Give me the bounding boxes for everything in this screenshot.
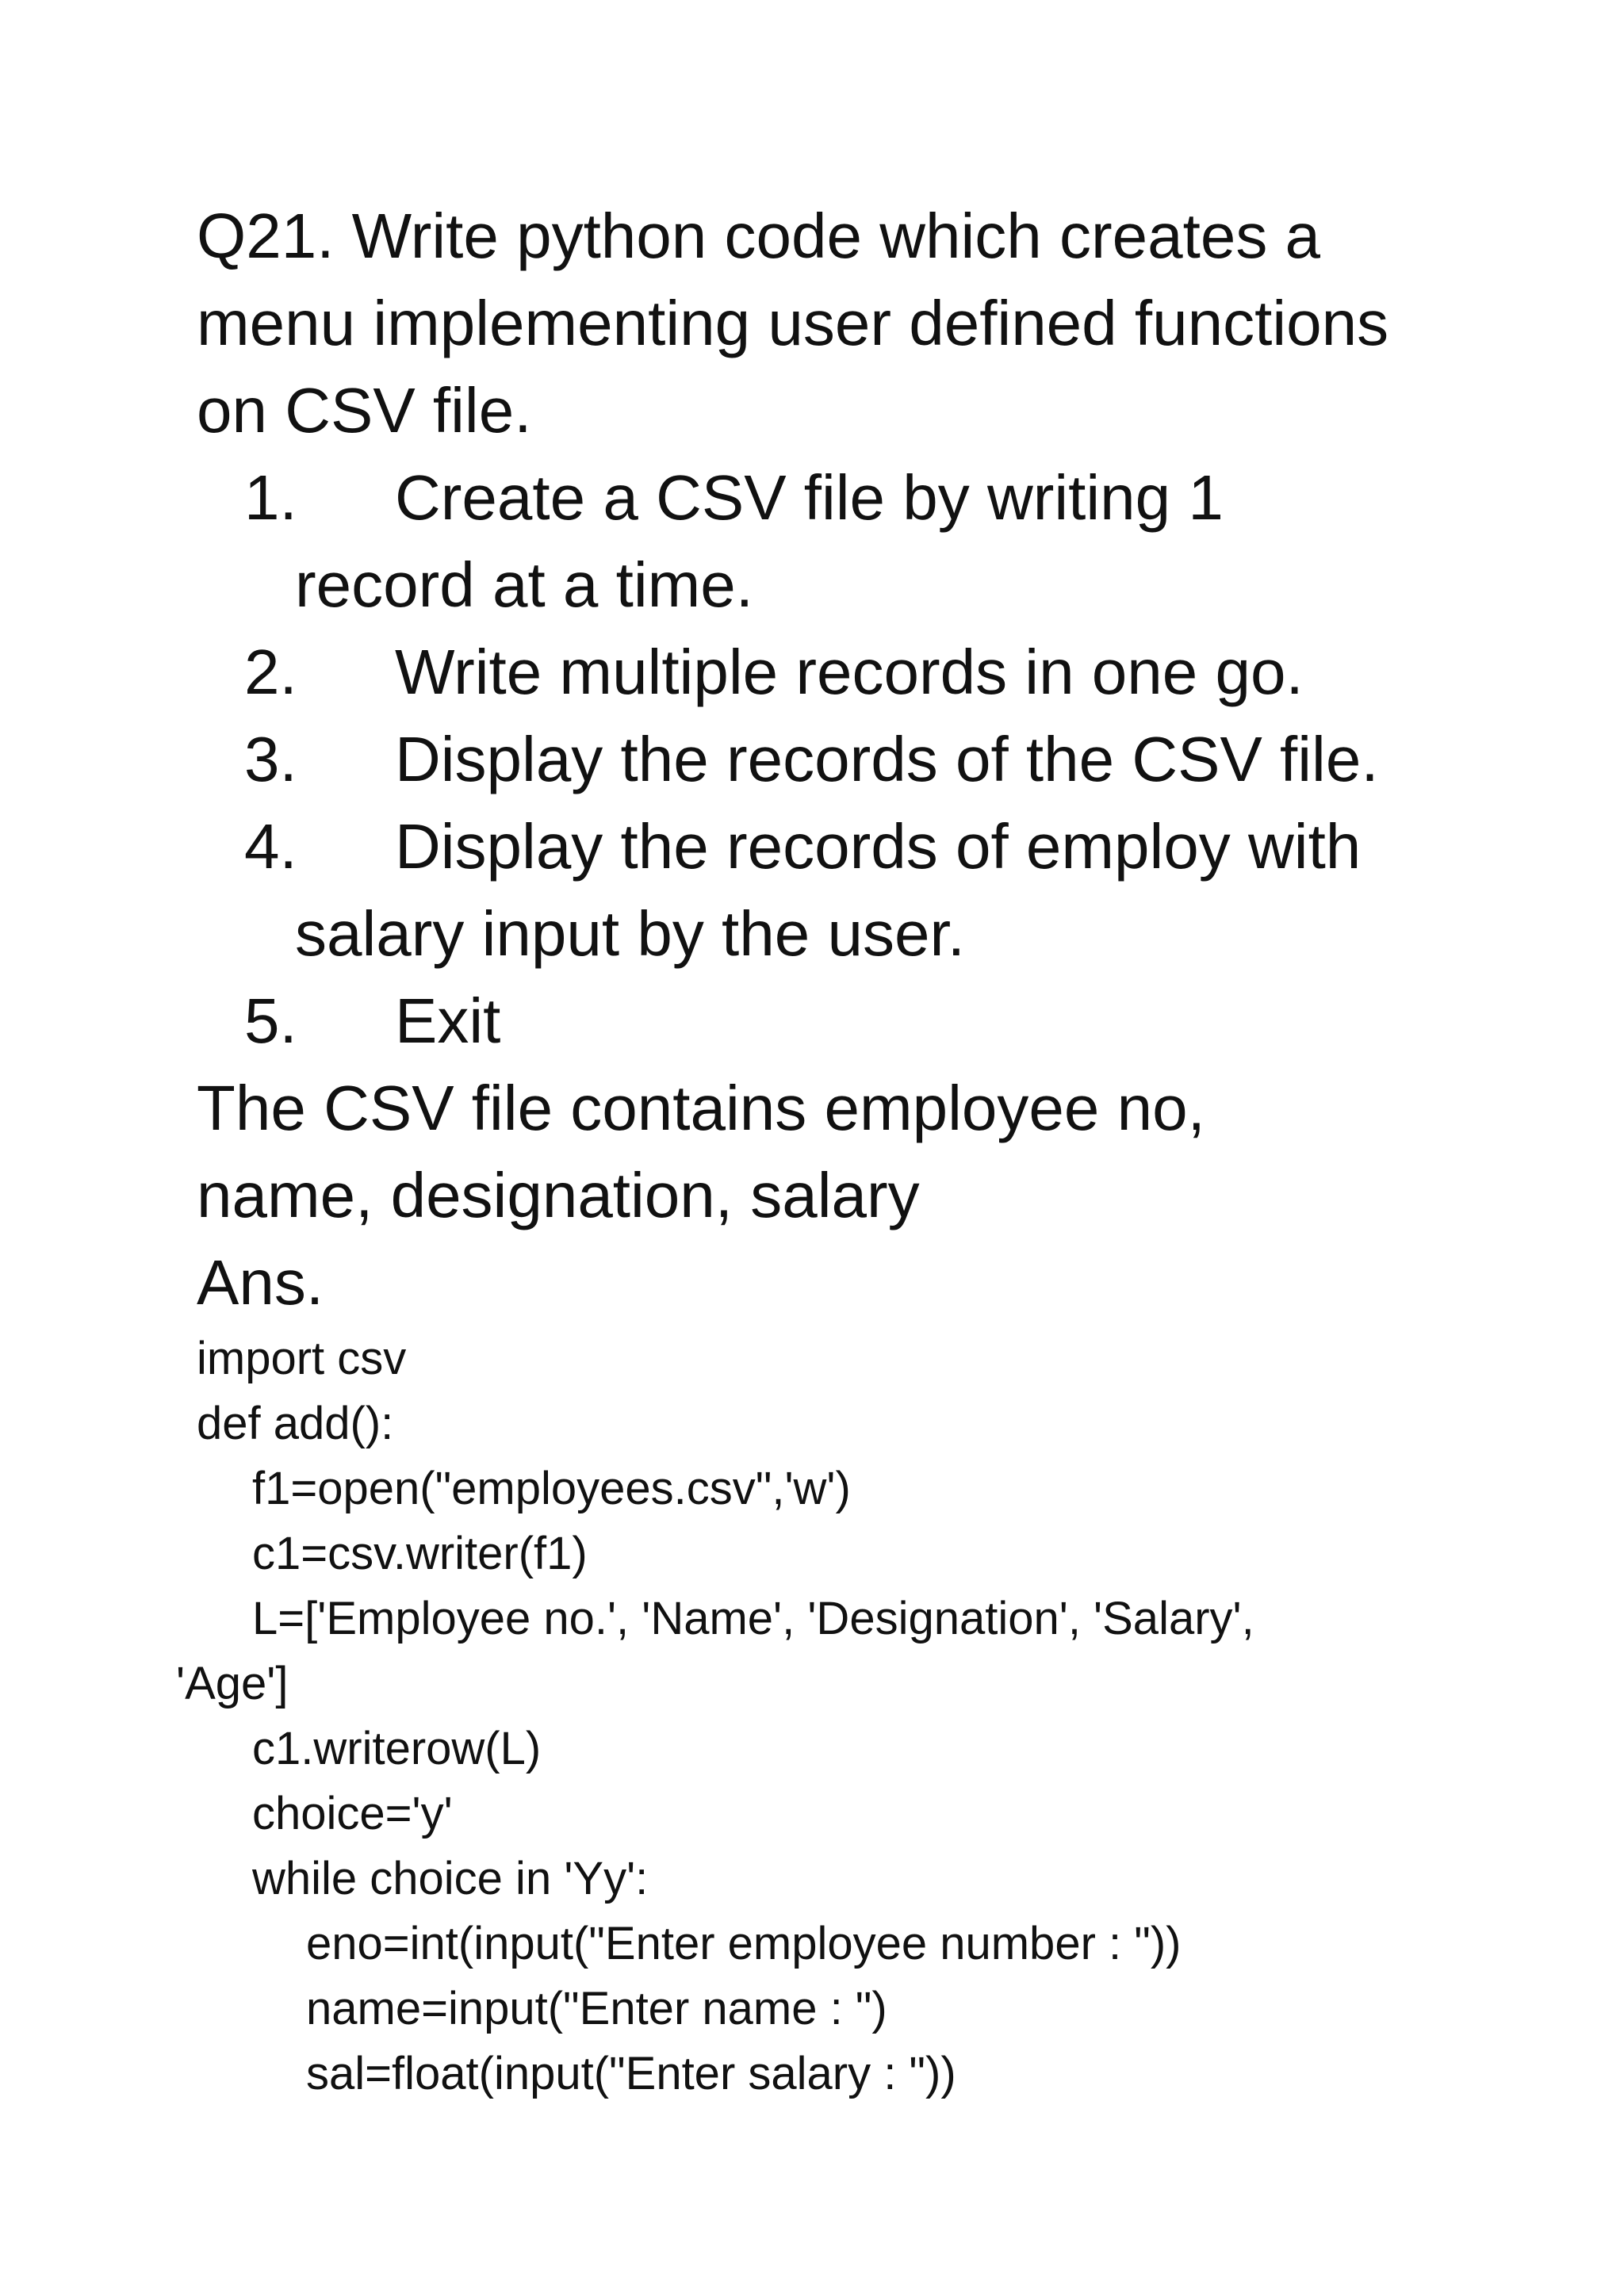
list-item-3-text: Display the records of the CSV file. <box>395 724 1379 794</box>
description-line-1: The CSV file contains employee no, <box>197 1073 1205 1143</box>
code-line-8: choice='y' <box>252 1788 453 1839</box>
list-item-4-continuation: salary input by the user. <box>295 898 965 969</box>
list-item-4-text: Display the records of employ with <box>395 811 1362 882</box>
code-line-2: def add(): <box>197 1398 394 1449</box>
list-item-2-text: Write multiple records in one go. <box>395 637 1304 707</box>
list-item-5-text: Exit <box>395 985 501 1056</box>
question-line-2: menu implementing user defined functions <box>197 288 1389 358</box>
answer-label: Ans. <box>197 1247 324 1318</box>
list-number-5: 5. <box>244 985 297 1056</box>
code-line-6: 'Age'] <box>176 1658 289 1709</box>
code-line-9: while choice in 'Yy': <box>252 1853 649 1904</box>
list-number-2: 2. <box>244 637 297 707</box>
list-number-1: 1. <box>244 462 297 533</box>
code-line-1: import csv <box>197 1333 407 1384</box>
list-number-3: 3. <box>244 724 297 794</box>
question-line-1: Q21. Write python code which creates a <box>197 201 1321 271</box>
code-line-5: L=['Employee no.', 'Name', 'Designation', 'Salary', <box>252 1593 1254 1644</box>
list-item-1-text: Create a CSV file by writing 1 <box>395 462 1224 533</box>
code-line-4: c1=csv.writer(f1) <box>252 1528 588 1579</box>
code-line-7: c1.writerow(L) <box>252 1723 542 1774</box>
code-line-3: f1=open("employees.csv",'w') <box>252 1463 851 1514</box>
list-number-4: 4. <box>244 811 297 882</box>
code-line-12: sal=float(input("Enter salary : ")) <box>306 2048 956 2099</box>
description-line-2: name, designation, salary <box>197 1160 920 1230</box>
code-line-10: eno=int(input("Enter employee number : ")) <box>306 1918 1182 1969</box>
list-item-1-continuation: record at a time. <box>295 549 754 620</box>
code-line-11: name=input("Enter name : ") <box>306 1983 887 2034</box>
question-line-3: on CSV file. <box>197 375 532 446</box>
